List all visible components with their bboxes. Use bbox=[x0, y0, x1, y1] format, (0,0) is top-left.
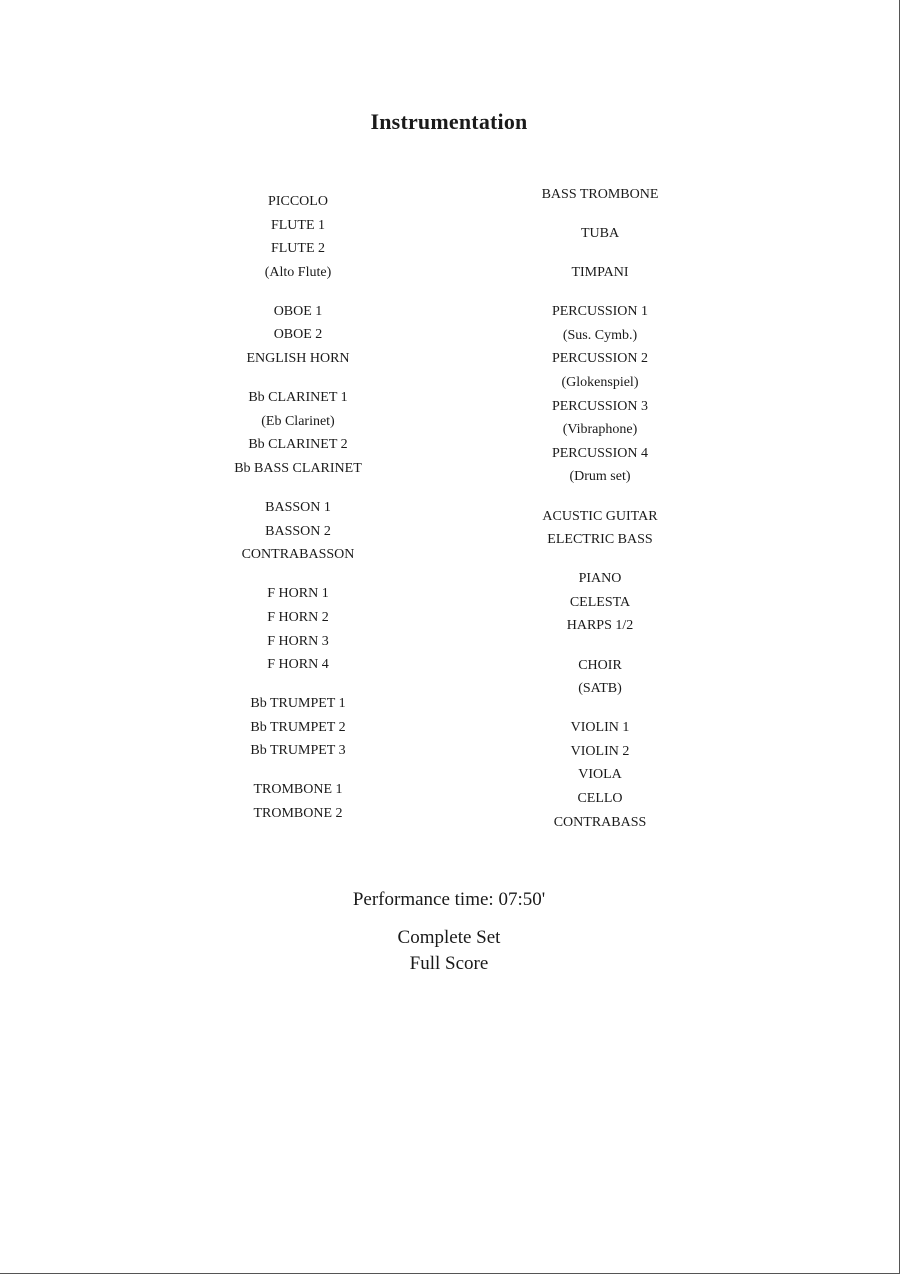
instrument-list-right bbox=[500, 183, 700, 834]
instrument-list-left bbox=[198, 190, 398, 826]
instrument-name: TROMBONE 2 bbox=[253, 806, 343, 822]
instrument-name: CELLO bbox=[577, 790, 623, 806]
instrument-name: F HORN 4 bbox=[267, 657, 329, 673]
instrument-name: PICCOLO bbox=[268, 194, 328, 209]
edition-score: Full Score bbox=[409, 953, 489, 974]
instrument-name: ENGLISH HORN bbox=[246, 351, 350, 367]
instrument-name: CONTRABASSON bbox=[241, 547, 355, 563]
instrument-group bbox=[500, 716, 700, 834]
instrument-name: PERCUSSION 2 bbox=[551, 351, 649, 367]
instrument-name: VIOLIN 2 bbox=[570, 743, 630, 759]
instrument-group bbox=[500, 654, 700, 701]
instrument-name: VIOLIN 1 bbox=[570, 720, 630, 736]
instrument-name: TUBA bbox=[580, 226, 620, 242]
instrument-name: Bb CLARINET 1 bbox=[248, 390, 348, 406]
instrument-group bbox=[198, 190, 398, 284]
instrument-name: BASSON 1 bbox=[265, 500, 331, 516]
instrument-name: (SATB) bbox=[578, 681, 622, 697]
instrument-name: (Vibraphone) bbox=[562, 422, 638, 438]
instrument-name: ELECTRIC BASS bbox=[547, 532, 653, 548]
instrument-group bbox=[198, 692, 398, 763]
instrument-name: F HORN 3 bbox=[267, 633, 329, 649]
edition-info bbox=[0, 925, 898, 977]
instrument-name: PERCUSSION 3 bbox=[551, 398, 649, 414]
instrument-name: FLUTE 1 bbox=[270, 217, 326, 233]
instrument-name: BASS TROMBONE bbox=[541, 187, 659, 202]
instrument-name: Bb TRUMPET 3 bbox=[250, 743, 346, 759]
instrument-group bbox=[198, 582, 398, 676]
instrument-name: HARPS 1/2 bbox=[566, 618, 634, 634]
instrument-name: (Sus. Cymb.) bbox=[562, 327, 638, 343]
instrument-name: Bb TRUMPET 1 bbox=[250, 696, 346, 712]
instrument-name: CONTRABASS bbox=[553, 814, 647, 830]
instrument-group bbox=[500, 261, 700, 285]
instrument-name: F HORN 1 bbox=[267, 586, 329, 602]
page-title: Instrumentation bbox=[370, 109, 528, 134]
instrument-name: OBOE 1 bbox=[273, 303, 323, 319]
instrument-name: Bb TRUMPET 2 bbox=[250, 719, 346, 735]
instrument-name: OBOE 2 bbox=[273, 327, 323, 343]
instrument-name: Bb CLARINET 2 bbox=[248, 437, 348, 453]
instrument-group bbox=[198, 386, 398, 480]
instrument-name: (Glokenspiel) bbox=[561, 375, 639, 391]
instrument-name: (Drum set) bbox=[569, 469, 631, 485]
instrument-group bbox=[500, 222, 700, 246]
instrument-name: FLUTE 2 bbox=[270, 241, 326, 257]
performance-time: Performance time: 07:50' bbox=[352, 889, 546, 910]
instrument-name: PIANO bbox=[578, 571, 622, 587]
instrument-name: CHOIR bbox=[578, 657, 622, 673]
instrument-name: (Eb Clarinet) bbox=[261, 413, 335, 429]
instrument-name: CELESTA bbox=[569, 594, 631, 610]
instrument-group bbox=[198, 778, 398, 825]
instrument-name: TROMBONE 1 bbox=[253, 782, 343, 798]
instrument-name: PERCUSSION 4 bbox=[551, 445, 649, 461]
edition-set: Complete Set bbox=[397, 927, 501, 948]
instrument-group bbox=[500, 567, 700, 638]
instrument-name: F HORN 2 bbox=[267, 609, 329, 625]
instrument-name: ACUSTIC GUITAR bbox=[542, 508, 658, 524]
instrument-name: VIOLA bbox=[578, 767, 622, 783]
instrument-name: (Alto Flute) bbox=[264, 264, 332, 280]
instrument-name: TIMPANI bbox=[571, 265, 629, 281]
instrument-group bbox=[198, 300, 398, 371]
instrument-group bbox=[500, 300, 700, 489]
instrument-name: Bb BASS CLARINET bbox=[234, 460, 362, 476]
instrument-group bbox=[198, 496, 398, 567]
instrument-name: BASSON 2 bbox=[265, 523, 331, 539]
instrument-name: PERCUSSION 1 bbox=[551, 304, 649, 320]
instrument-group bbox=[500, 505, 700, 552]
instrument-group bbox=[500, 183, 700, 207]
